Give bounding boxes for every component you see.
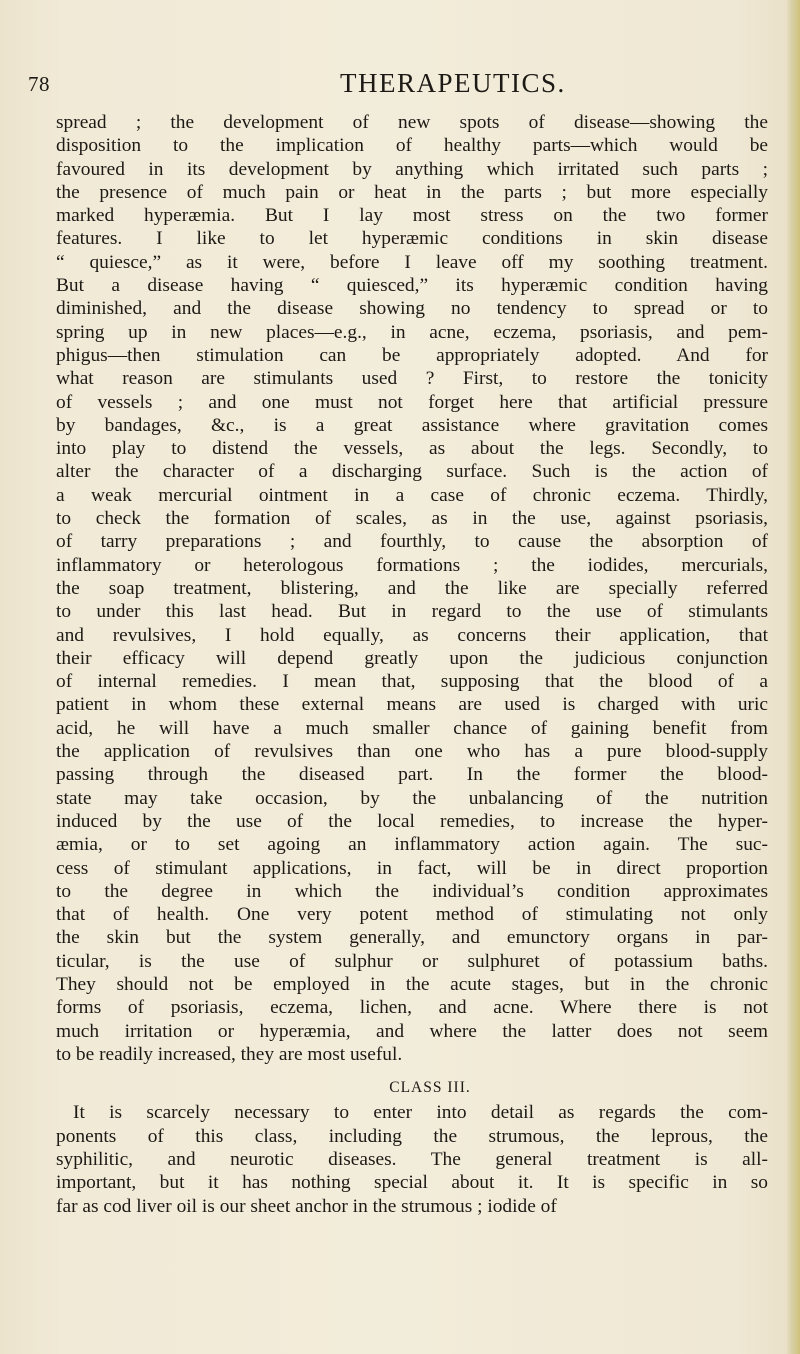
text-line: of internal remedies. I mean that, supposing that the blood of a	[56, 671, 768, 693]
text-line: inflammatory or heterologous formations ; the iodides, mercurials,	[56, 554, 768, 576]
text-line: induced by the use of the local remedies, to increase the hyper-	[56, 810, 768, 832]
page-header	[28, 68, 768, 108]
text-line: phigus—then stimulation can be appropriately adopted. And for	[56, 344, 768, 366]
text-line: to check the formation of scales, as in the use, against psoriasis,	[56, 508, 768, 530]
text-line: the skin but the system generally, and emunctory organs in par-	[56, 927, 768, 949]
text-line: by bandages, &c., is a great assistance where gravitation comes	[56, 414, 768, 436]
text-line: passing through the diseased part. In the former the blood-	[56, 764, 768, 786]
text-line: But a disease having “ quiesced,” its hyperæmic condition having	[56, 275, 768, 297]
text-line: the presence of much pain or heat in the parts ; but more especially	[56, 181, 768, 203]
text-line: spring up in new places—e.g., in acne, eczema, psoriasis, and pem-	[56, 321, 768, 343]
text-line: cess of stimulant applications, in fact, will be in direct proportion	[56, 857, 768, 879]
text-line: alter the character of a discharging surface. Such is the action of	[56, 461, 768, 483]
text-line: forms of psoriasis, eczema, lichen, and acne. Where there is not	[56, 997, 768, 1019]
page-number: 78	[28, 72, 50, 96]
text-line: “ quiesce,” as it were, before I leave off my soothing treatment.	[56, 251, 768, 273]
text-line: disposition to the implication of healthy parts—which would be	[56, 135, 768, 157]
paragraph-1	[56, 111, 768, 1066]
text-line: of tarry preparations ; and fourthly, to cause the absorption of	[56, 531, 768, 553]
body-text	[56, 111, 768, 1218]
section-heading: CLASS III.	[389, 1079, 471, 1097]
text-line: patient in whom these external means are used is charged with uric	[56, 694, 768, 716]
text-line: diminished, and the disease showing no tendency to spread or to	[56, 298, 768, 320]
paragraph-2	[56, 1101, 768, 1217]
text-line: much irritation or hyperæmia, and where the latter does not seem	[56, 1020, 768, 1042]
text-line: ponents of this class, including the strumous, the leprous, the	[56, 1125, 768, 1147]
text-line: æmia, or to set agoing an inflammatory action again. The suc-	[56, 834, 768, 856]
text-line: marked hyperæmia. But I lay most stress on the two former	[56, 205, 768, 227]
text-line: features. I like to let hyperæmic conditions in skin disease	[56, 228, 768, 250]
text-line: and revulsives, I hold equally, as concerns their application, that	[56, 624, 768, 646]
page-edge	[786, 0, 800, 1354]
text-line: what reason are stimulants used ? First, to restore the tonicity	[56, 368, 768, 390]
text-line: acid, he will have a much smaller chance of gaining benefit from	[56, 717, 768, 739]
text-line: It is scarcely necessary to enter into detail as regards the com-	[73, 1102, 768, 1124]
text-line: syphilitic, and neurotic diseases. The general treatment is all-	[56, 1149, 768, 1171]
text-line: They should not be employed in the acute stages, but in the chronic	[56, 973, 768, 995]
text-line: to under this last head. But in regard to the use of stimulants	[56, 601, 768, 623]
text-line: of vessels ; and one must not forget here that artificial pressure	[56, 391, 768, 413]
text-line: to the degree in which the individual’s condition approximates	[56, 880, 768, 902]
text-line: spread ; the development of new spots of disease—showing the	[56, 112, 768, 133]
text-line: important, but it has nothing special about it. It is specific in so	[56, 1172, 768, 1194]
text-line: their efficacy will depend greatly upon the judicious conjunction	[56, 647, 768, 669]
text-line: favoured in its development by anything which irritated such parts ;	[56, 158, 768, 180]
text-line: to be readily increased, they are most useful.	[56, 1043, 403, 1065]
text-line: far as cod liver oil is our sheet anchor in the strumous ; iodide of	[56, 1195, 557, 1217]
text-line: a weak mercurial ointment in a case of chronic eczema. Thirdly,	[56, 484, 768, 506]
text-line: state may take occasion, by the unbalancing of the nutrition	[56, 787, 768, 809]
text-line: the soap treatment, blistering, and the like are specially referred	[56, 577, 768, 599]
text-line: ticular, is the use of sulphur or sulphuret of potassium baths.	[56, 950, 768, 972]
running-title: THERAPEUTICS.	[340, 68, 566, 98]
text-line: the application of revulsives than one who has a pure blood-supply	[56, 741, 768, 763]
text-line: into play to distend the vessels, as about the legs. Secondly, to	[56, 438, 768, 460]
text-line: that of health. One very potent method of stimulating not only	[56, 904, 768, 926]
